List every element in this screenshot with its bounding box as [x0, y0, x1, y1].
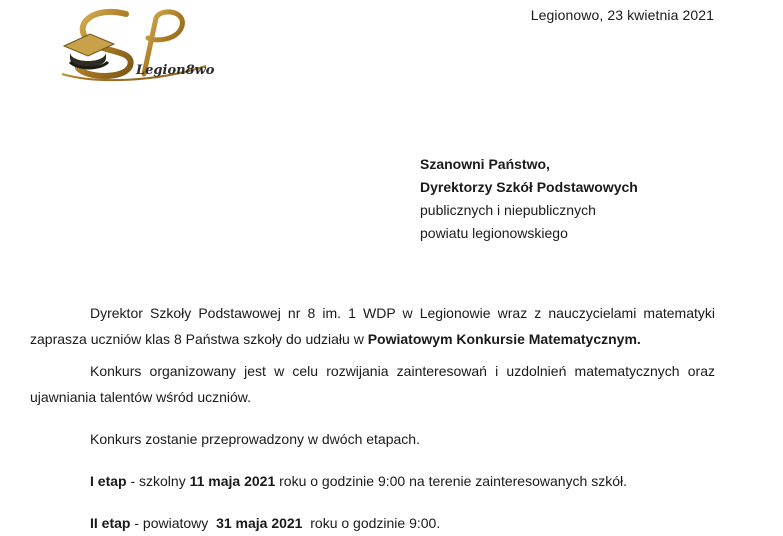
- addressee-block: [420, 153, 638, 245]
- logo-text: Legion8wo: [136, 63, 215, 78]
- paragraph-purpose-line-2: ujawniania talentów wśród uczniów.: [30, 389, 252, 405]
- stage-1-label: I etap: [90, 473, 127, 489]
- stage-1-details: roku o godzinie 9:00 na terenie zainteresowanych szkół.: [275, 473, 627, 489]
- stage-2-type: - powiatowy: [130, 515, 217, 531]
- stage-2-details: roku o godzinie 9:00.: [302, 515, 441, 531]
- paragraph-stages: Konkurs zostanie przeprowadzony w dwóch etapach.: [90, 431, 420, 447]
- paragraph-invitation-line-2: [30, 326, 715, 352]
- letter-date: Legionowo, 23 kwietnia 2021: [530, 7, 714, 23]
- stage-2-date: 31 maja 2021: [216, 515, 303, 531]
- school-logo: [56, 4, 216, 84]
- stage-1-date: 11 maja 2021: [189, 473, 276, 489]
- invitation-text: zaprasza uczniów klas 8 Państwa szkoły do udziału w: [30, 331, 368, 347]
- addressee-line-1: Szanowni Państwo,: [420, 156, 550, 172]
- addressee-line-2: Dyrektorzy Szkół Podstawowych: [420, 179, 638, 195]
- addressee-line-3: publicznych i niepublicznych: [420, 202, 596, 218]
- addressee-line-4: powiatu legionowskiego: [420, 225, 568, 241]
- paragraph-stage-1: [30, 468, 715, 494]
- paragraph-purpose-line-1: Konkurs organizowany jest w celu rozwijania zainteresowań i uzdolnień matematycznych oraz: [90, 363, 715, 379]
- stage-2-label: II etap: [90, 515, 131, 531]
- paragraph-invitation-line-1: Dyrektor Szkoły Podstawowej nr 8 im. 1 WDP w Legionowie wraz z nauczycielami matematyki: [90, 305, 715, 321]
- stage-1-type: - szkolny: [126, 473, 190, 489]
- letter-body: [30, 300, 715, 536]
- paragraph-stage-2: [30, 510, 715, 536]
- contest-name: Powiatowym Konkursie Matematycznym.: [367, 331, 641, 347]
